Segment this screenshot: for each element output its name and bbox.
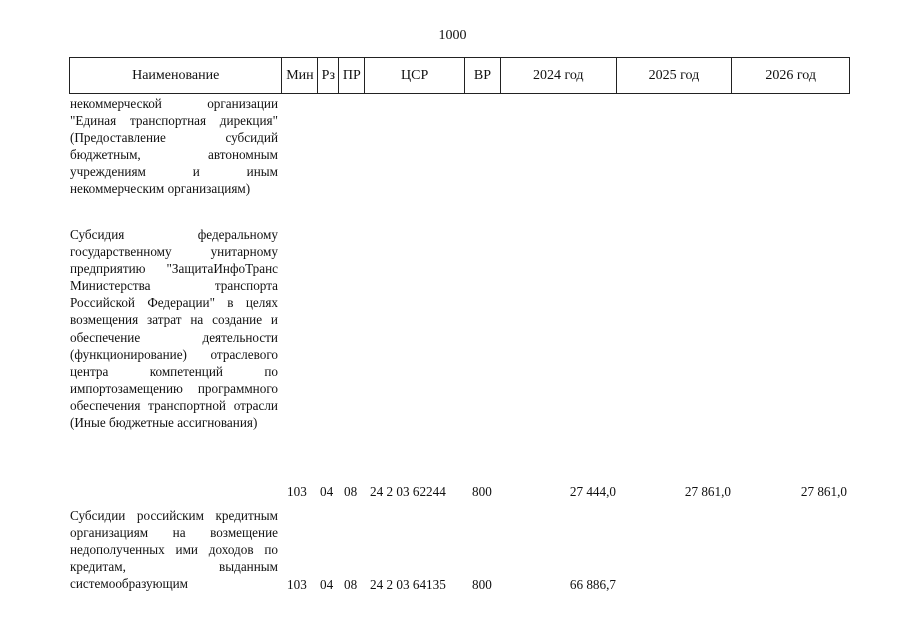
header-2026: 2026 год [731, 58, 849, 93]
cell-2026: 27 861,0 [800, 484, 847, 499]
header-2025: 2025 год [616, 58, 732, 93]
cell-2024: 66 886,7 [569, 577, 616, 592]
header-vr: ВР [464, 58, 500, 93]
cell-2025: 27 861,0 [684, 484, 731, 499]
cell-csr: 24 2 03 62244 [370, 484, 446, 499]
cell-2024: 27 444,0 [569, 484, 616, 499]
cell-min: 103 [287, 484, 307, 499]
table-header [69, 57, 850, 94]
page-number: 1000 [438, 28, 467, 43]
cell-csr: 24 2 03 64135 [370, 577, 446, 592]
cell-min: 103 [287, 577, 307, 592]
row-name-credit-subsidies: Субсидии российским кредитным организациям на возмещение недополученных ими доходов по кредитам, выданным системообразующим [70, 508, 278, 592]
header-csr: ЦСР [364, 58, 464, 93]
row-name-zashchitainfotrans: Субсидия федеральному государственному унитарному предприятию "ЗащитаИнфоТранс Министерства транспорта Российской Федерации" в целях возмещения затрат на создание и обеспечение деятельности (функционирование) отраслевого центра компетенций по импортозамещению программного обеспечения транспортной отрасли (Иные бюджетные ассигнования) [70, 227, 278, 431]
header-pr: ПР [338, 58, 364, 93]
cell-pr: 08 [344, 577, 358, 592]
header-rz: Рз [317, 58, 338, 93]
cell-rz: 04 [320, 484, 334, 499]
row-name-continuation: некоммерческой организации "Единая транспортная дирекция" (Предоставление субсидий бюджетным, автономным учреждениям и иным некоммерческим организациям) [70, 96, 278, 197]
cell-pr: 08 [344, 484, 358, 499]
cell-vr: 800 [472, 484, 492, 499]
header-name: Наименование [132, 67, 220, 83]
cell-rz: 04 [320, 577, 334, 592]
header-2024: 2024 год [500, 58, 616, 93]
header-min: Мин [281, 58, 317, 93]
cell-vr: 800 [472, 577, 492, 592]
